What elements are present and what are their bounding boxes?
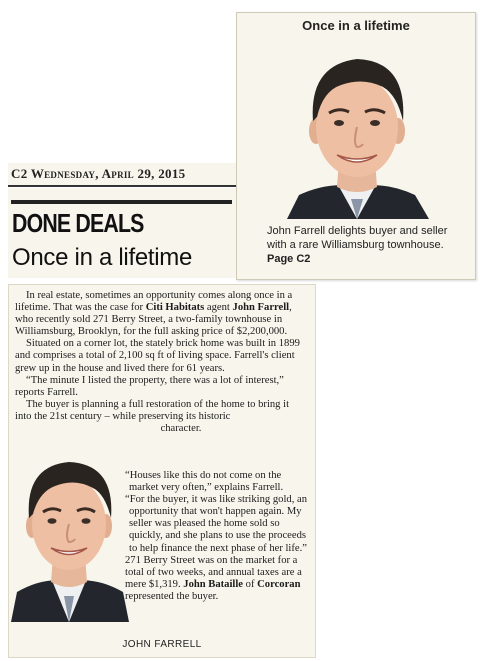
photo-caption: JOHN FARRELL bbox=[122, 639, 202, 650]
paragraph-restoration: The buyer is planning a full restoration of the home to bring it into the 21st century – while preserving its historic bbox=[15, 398, 290, 422]
section-rule bbox=[11, 200, 232, 204]
text-run: agent bbox=[204, 302, 233, 314]
paragraph-interest-quote: “The minute I listed the property, there was a lot of interest,” reports Farrell. bbox=[15, 374, 284, 398]
text-run: of bbox=[243, 578, 258, 590]
article-quote-column bbox=[125, 470, 311, 603]
paragraph-property: Situated on a corner lot, the stately brick home was built in 1899 and comprises a total of 2,100 sq ft of living space. Farrell's client grew up in the house and lived there for 61 years. bbox=[15, 338, 300, 374]
teaser-page-ref: Page C2 bbox=[267, 253, 311, 265]
article-clipping bbox=[8, 284, 316, 658]
text-run: represented the buyer. bbox=[125, 590, 219, 602]
text-run: , who recently sold 271 Berry Street, a two-family townhouse in Williamsburg, Brooklyn, for the full asking price of $2,200,000. bbox=[15, 302, 292, 338]
paragraph-intro bbox=[15, 290, 307, 338]
paragraph-quote-buyer: “For the buyer, it was like striking gold, an opportunity that won't happen again. My seller was pleased the home sold so quickly, and she plans to use the proceeds to help finance the next phase of her life.” bbox=[125, 494, 307, 554]
article-headshot-photo bbox=[11, 460, 129, 622]
buyer-agent-name: John Bataille bbox=[183, 578, 244, 590]
paragraph-closing bbox=[125, 555, 311, 603]
text-run: 271 Berry Street was on the market for a total of two weeks, and annual taxes are a mere $1,319. bbox=[125, 554, 302, 590]
headline-block bbox=[8, 188, 236, 278]
page-dateline bbox=[11, 166, 185, 182]
teaser-title: Once in a lifetime bbox=[302, 18, 410, 33]
paragraph-restoration-end: character. bbox=[160, 423, 202, 435]
text-run: In real estate, sometimes an opportunity comes along once in a lifetime. That was the case for bbox=[15, 290, 293, 314]
teaser-clipping bbox=[236, 12, 476, 280]
teaser-caption bbox=[267, 224, 467, 266]
page-number: C2 bbox=[11, 166, 28, 181]
page-header bbox=[8, 163, 236, 187]
agent-name: John Farrell bbox=[232, 302, 290, 314]
article-headline: Once in a lifetime bbox=[12, 244, 193, 271]
issue-date: Wednesday, April 29, 2015 bbox=[30, 166, 186, 181]
teaser-caption-text: John Farrell delights buyer and seller with a rare Williamsburg townhouse. bbox=[267, 225, 448, 251]
buyer-firm-name: Corcoran bbox=[257, 578, 301, 590]
article-body bbox=[15, 290, 307, 435]
section-label: DONE DEALS bbox=[12, 208, 144, 238]
agency-name: Citi Habitats bbox=[145, 302, 205, 314]
paragraph-quote-houses: “Houses like this do not come on the market very often,” explains Farrell. bbox=[125, 470, 284, 494]
teaser-headshot-photo bbox=[279, 43, 435, 219]
